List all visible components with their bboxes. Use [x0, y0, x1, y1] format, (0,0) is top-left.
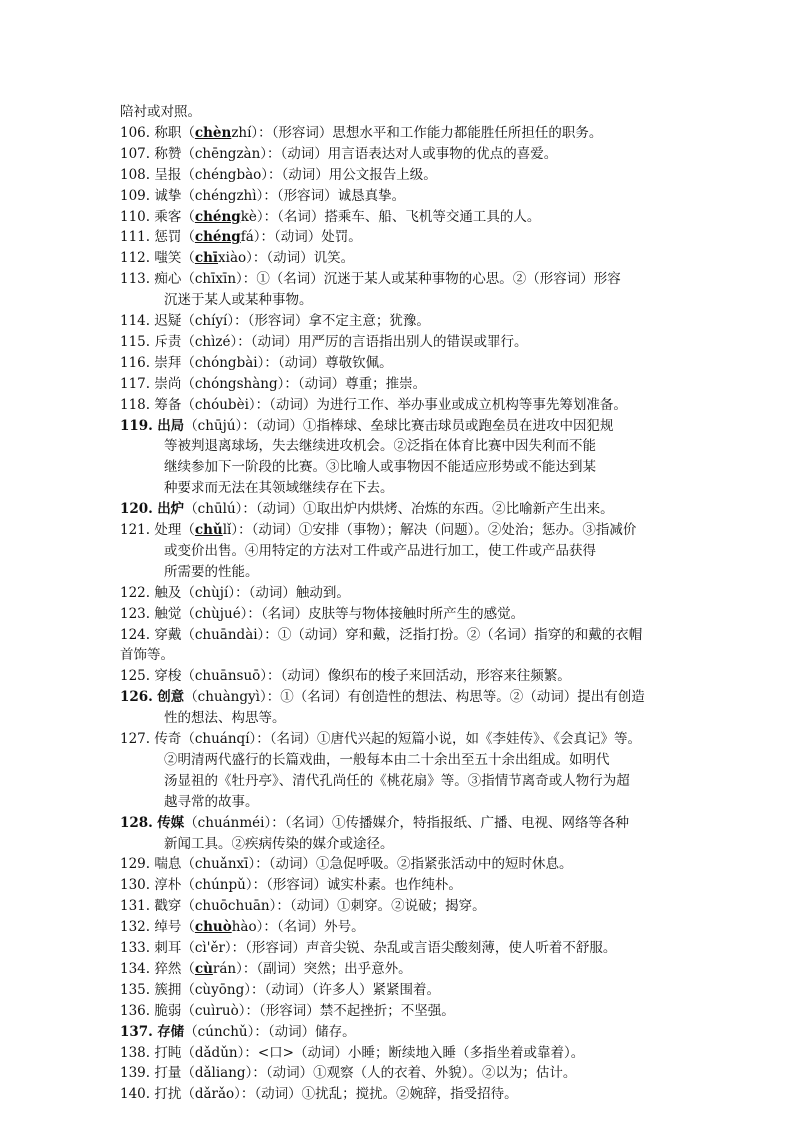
entry-word: 传奇 [154, 731, 182, 747]
pinyin: （ [181, 208, 195, 225]
entry-line [120, 207, 760, 227]
entry-line [120, 729, 760, 749]
entry-number: 140. [120, 1086, 151, 1103]
pinyin: （chíyí）： [181, 313, 248, 329]
entry-word: 簇拥 [154, 981, 182, 998]
entry-word: 喘息 [154, 856, 182, 873]
entry-line [120, 938, 760, 958]
pinyin: （chóngshàng）： [181, 375, 298, 392]
pinyin-highlight: chī [194, 250, 219, 267]
entry-word: 出局 [157, 417, 185, 434]
entry-line [120, 666, 760, 686]
pinyin: （chuǎnxī）： [181, 856, 269, 873]
definition-text: （动词）触动到。 [248, 584, 350, 601]
definition-text: 或变价出售。④用特定的方法对工件或产品进行加工，使工件或产品获得 [164, 542, 596, 559]
entry-number: 139. [120, 1065, 151, 1082]
definition-continuation [164, 562, 754, 582]
entry-word: 存储 [157, 1023, 185, 1040]
pinyin: （chēngzàn）： [181, 145, 281, 162]
entry-number: 122. [120, 584, 151, 601]
entry-line [120, 604, 760, 624]
pinyin: （dǎliang）： [181, 1065, 266, 1082]
definition-text: 等被判退离球场，失去继续进攻机会。②泛指在体育比赛中因失利而不能 [164, 438, 596, 455]
definition-continuation [164, 478, 754, 498]
entry-number: 106. [120, 124, 151, 141]
definition-continuation [164, 436, 754, 456]
entry-word: 淳朴 [154, 877, 182, 894]
definition-text: 种要求而无法在其领域继续存在下去。 [164, 480, 394, 497]
entry-line [120, 1063, 760, 1083]
entry-number: 119. [120, 417, 153, 434]
entry-word: 脆弱 [154, 1002, 182, 1019]
definition-text: （动词）①观察（人的衣着、外貌）。②以为；估计。 [265, 1065, 577, 1082]
definition-text: （动词）尊重；推崇。 [297, 375, 427, 392]
entry-word: 打量 [154, 1065, 182, 1082]
pinyin: （cúnchǔ）： [184, 1023, 268, 1040]
definition-continuation [164, 708, 754, 728]
entry-word: 嗤笑 [154, 250, 182, 267]
entry-number: 108. [120, 166, 151, 183]
pinyin: （chuánméi）： [184, 814, 285, 831]
definition-text: 继续参加下一阶段的比赛。③比喻人或事物因不能适应形势或不能达到某 [164, 459, 596, 476]
definition-text: （形容词）拿不定主意；犹豫。 [247, 313, 430, 329]
entry-number: 115. [120, 333, 151, 350]
definition-text: 所需要的性能。 [164, 563, 259, 580]
entry-word: 打盹 [154, 1044, 182, 1061]
entry-line [120, 1001, 760, 1021]
definition-text: ①（名词）有创造性的想法、构思等。②（动词）提出有创造 [280, 689, 645, 706]
pinyin: （cùyōng）： [181, 981, 265, 998]
definition-continuation [164, 457, 754, 477]
pinyin-highlight: chǔ [194, 522, 223, 538]
entry-word: 触及 [154, 584, 182, 601]
pinyin: lǐ）： [222, 522, 252, 538]
entry-number: 136. [120, 1002, 151, 1019]
pinyin: （chuāndài）： [181, 626, 278, 643]
entry-word: 称职 [154, 124, 182, 141]
definition-text: 陪衬或对照。 [120, 104, 201, 120]
entry-word: 猝然 [154, 960, 182, 977]
pinyin: （chìzé）： [181, 333, 251, 350]
pinyin: （chéngbào）： [181, 166, 282, 183]
definition-continuation [164, 541, 754, 561]
pinyin-highlight: chéng [194, 229, 241, 246]
entry-word: 迟疑 [154, 313, 182, 329]
entry-word: 穿戴 [154, 626, 182, 643]
entry-line [120, 269, 760, 289]
pinyin: （cì'ěr）： [181, 940, 246, 956]
entry-line [120, 144, 760, 164]
pinyin: （chūjú）： [184, 417, 256, 434]
definition-text: 沉迷于某人或某种事物。 [164, 292, 313, 309]
definition-text: （动词）像织布的梭子来回活动，形容来往频繁。 [280, 668, 571, 685]
entry-number: 120. [120, 501, 153, 518]
pinyin: （chūlú）： [184, 501, 256, 518]
entry-number: 128. [120, 814, 153, 831]
entry-number: 113. [120, 271, 151, 288]
entry-word: 乘客 [154, 208, 182, 225]
entry-number: 138. [120, 1044, 151, 1061]
pinyin: （chuānsuō）： [181, 668, 281, 685]
entry-word: 呈报 [154, 166, 182, 183]
entry-line [120, 123, 760, 143]
pinyin: zhí）： [231, 124, 272, 141]
entry-word: 戳穿 [154, 898, 182, 915]
entry-line [120, 583, 760, 603]
definition-text: 新闻工具。②疾病传染的媒介或途径。 [164, 835, 394, 852]
pinyin-highlight: chéng [194, 208, 241, 225]
entry-word: 处理 [154, 522, 182, 538]
pinyin: （chùjí）： [181, 584, 249, 601]
pinyin: （ [181, 522, 195, 538]
definition-text: （动词）讥笑。 [266, 250, 355, 267]
pinyin: （chéngzhì）： [181, 187, 277, 204]
entry-number: 126. [120, 689, 153, 706]
definition-text: （动词）①安排（事物）；解决（问题）。②处治；惩办。③指减价 [251, 522, 637, 538]
entry-number: 131. [120, 898, 151, 915]
pinyin: （ [181, 919, 195, 936]
entry-line [120, 353, 760, 373]
entry-word: 触觉 [154, 605, 182, 622]
pinyin: xiào）： [218, 250, 267, 267]
pinyin: （ [181, 960, 195, 977]
entry-number: 134. [120, 960, 151, 977]
entry-line [120, 499, 760, 519]
pinyin-highlight: chuò [194, 919, 232, 936]
definition-text: 越寻常的故事。 [164, 793, 259, 810]
pinyin: （ [181, 124, 195, 141]
entry-line [120, 395, 760, 415]
entry-line [120, 1022, 760, 1042]
entry-word: 崇拜 [154, 354, 182, 371]
definition-text: （名词）①唐代兴起的短篇小说，如《李娃传》、《会真记》等。 [269, 731, 642, 747]
definition-text: （动词）用言语表达对人或事物的优点的喜爱。 [280, 145, 558, 162]
definition-text: （动词）储存。 [267, 1023, 356, 1040]
entry-line [120, 1084, 760, 1104]
entry-word: 传媒 [157, 814, 185, 831]
definition-text: （动词）为进行工作、举办事业或成立机构等事先筹划准备。 [269, 396, 627, 413]
definition-text: （名词）搭乘车、船、飞机等交通工具的人。 [277, 208, 541, 225]
entry-word: 崇尚 [154, 375, 182, 392]
entry-number: 130. [120, 877, 151, 894]
entry-number: 125. [120, 668, 151, 685]
pinyin: （dǎrǎo）： [181, 1086, 255, 1103]
pinyin-highlight: cù [194, 960, 213, 977]
definition-text: （副词）突然；出乎意外。 [256, 960, 412, 977]
definition-text: 汤显祖的《牡丹亭》、清代孔尚任的《桃花扇》等。③指情节离奇或人物行为超 [164, 772, 630, 789]
entry-word: 斥责 [154, 333, 182, 350]
pinyin: （chóubèi）： [181, 396, 270, 413]
pinyin: fá）： [240, 229, 275, 246]
definition-text: ①（名词）沉迷于某人或某种事物的心思。②（形容词）形容 [256, 271, 621, 288]
entry-line [120, 520, 760, 540]
entry-word: 出炉 [157, 501, 185, 518]
entry-number: 114. [120, 313, 151, 329]
entry-line [120, 374, 760, 394]
entry-line [120, 917, 760, 937]
definition-text: （动词）①取出炉内烘烤、冶炼的东西。②比喻新产生出来。 [255, 501, 614, 518]
entry-number: 111. [120, 229, 151, 246]
entry-line [120, 186, 760, 206]
entry-word: 刺耳 [154, 940, 182, 956]
pinyin: kè）： [240, 208, 278, 225]
definition-text: （动词）①扰乱；搅扰。②婉辞，指受招待。 [254, 1086, 518, 1103]
definition-text: （动词）①急促呼吸。②指紧张活动中的短时休息。 [268, 856, 573, 873]
entry-word: 诚挚 [154, 187, 182, 204]
entry-number: 132. [120, 919, 151, 936]
entry-number: 116. [120, 354, 151, 371]
definition-text: （动词）①刺穿。②说破；揭穿。 [289, 898, 486, 915]
entry-number: 124. [120, 626, 151, 643]
definition-text: （名词）皮肤等与物体接触时所产生的感觉。 [260, 605, 525, 622]
entry-line [120, 813, 760, 833]
pinyin: （chóngbài）： [181, 354, 278, 371]
definition-continuation [120, 645, 760, 665]
pinyin: （chuàngyì）： [184, 689, 281, 706]
definition-text: ②明清两代盛行的长篇戏曲，一般每本由二十余出至五十余出组成。如明代 [164, 751, 610, 768]
entry-word: 称赞 [154, 145, 182, 162]
definition-text: （形容词）禁不起挫折；不坚强。 [258, 1002, 455, 1019]
entry-word: 痴心 [154, 271, 182, 288]
entry-line [120, 1043, 760, 1063]
entry-line [120, 311, 760, 331]
definition-text: <口>（动词）小睡；断续地入睡（多指坐着或靠着）。 [257, 1044, 585, 1061]
entry-line [120, 687, 760, 707]
pinyin-highlight: chèn [194, 124, 232, 141]
text-line [120, 102, 760, 122]
entry-number: 135. [120, 981, 151, 998]
entry-number: 110. [120, 208, 151, 225]
entry-line [120, 227, 760, 247]
entry-line [120, 854, 760, 874]
definition-text: （形容词）思想水平和工作能力都能胜任所担任的职务。 [271, 124, 603, 141]
entry-line [120, 980, 760, 1000]
definition-text: （名词）①传播媒介，特指报纸、广播、电视、网络等各种 [284, 814, 629, 831]
definition-continuation [164, 290, 754, 310]
entry-word: 筹备 [154, 396, 182, 413]
definition-continuation [164, 834, 754, 854]
entry-number: 118. [120, 396, 151, 413]
entry-word: 惩罚 [154, 229, 182, 246]
entry-line [120, 896, 760, 916]
entry-word: 创意 [157, 689, 185, 706]
definition-text: 首饰等。 [120, 647, 174, 664]
entry-number: 107. [120, 145, 151, 162]
entry-number: 112. [120, 250, 151, 267]
entry-line [120, 875, 760, 895]
definition-text: （动词）（许多人）紧紧围着。 [264, 981, 440, 998]
entry-word: 穿梭 [154, 668, 182, 685]
definition-continuation [164, 750, 754, 770]
definition-text: （动词）处罚。 [274, 229, 362, 246]
pinyin: （chuōchuān）： [181, 898, 290, 915]
pinyin: （cuìruò）： [181, 1002, 259, 1019]
definition-text: （名词）外号。 [276, 919, 365, 936]
definition-text: （动词）用公文报告上级。 [281, 166, 437, 183]
entry-number: 123. [120, 605, 151, 622]
definition-continuation [164, 771, 754, 791]
definition-text: （形容词）诚实朴素。也作纯朴。 [266, 877, 462, 894]
definition-text: 性的想法、构思等。 [164, 710, 286, 727]
pinyin: （chùjué）： [181, 605, 261, 622]
entry-word: 打扰 [154, 1086, 182, 1103]
entry-number: 109. [120, 187, 151, 204]
definition-text: （动词）①指棒球、垒球比赛击球员或跑垒员在进攻中因犯规 [255, 417, 614, 434]
entry-number: 133. [120, 940, 151, 956]
pinyin: （ [181, 229, 195, 246]
entry-number: 129. [120, 856, 151, 873]
pinyin: （chīxīn）： [181, 271, 257, 288]
entry-number: 127. [120, 731, 151, 747]
entry-line [120, 248, 760, 268]
entry-line [120, 416, 760, 436]
entry-line [120, 332, 760, 352]
entry-line [120, 165, 760, 185]
definition-text: （形容词）声音尖锐、杂乱或言语尖酸刻薄，使人听着不舒服。 [245, 940, 617, 956]
entry-line [120, 625, 760, 645]
entry-number: 137. [120, 1023, 153, 1040]
definition-text: （动词）尊敬钦佩。 [277, 354, 393, 371]
definition-continuation [164, 792, 754, 812]
pinyin: hào）： [231, 919, 277, 936]
entry-number: 117. [120, 375, 151, 392]
pinyin: （ [181, 250, 195, 267]
entry-number: 121. [120, 522, 151, 538]
pinyin: （chúnpǔ）： [181, 877, 267, 894]
pinyin: （dǎdǔn）： [181, 1044, 258, 1061]
pinyin: rán）： [212, 960, 257, 977]
pinyin: （chuánqí）： [181, 731, 270, 747]
entry-word: 绰号 [154, 919, 182, 936]
definition-text: ①（动词）穿和戴，泛指打扮。②（名词）指穿的和戴的衣帽 [277, 626, 643, 643]
definition-text: （形容词）诚恳真挚。 [276, 187, 406, 204]
entry-line [120, 959, 760, 979]
definition-text: （动词）用严厉的言语指出别人的错误或罪行。 [250, 333, 528, 350]
